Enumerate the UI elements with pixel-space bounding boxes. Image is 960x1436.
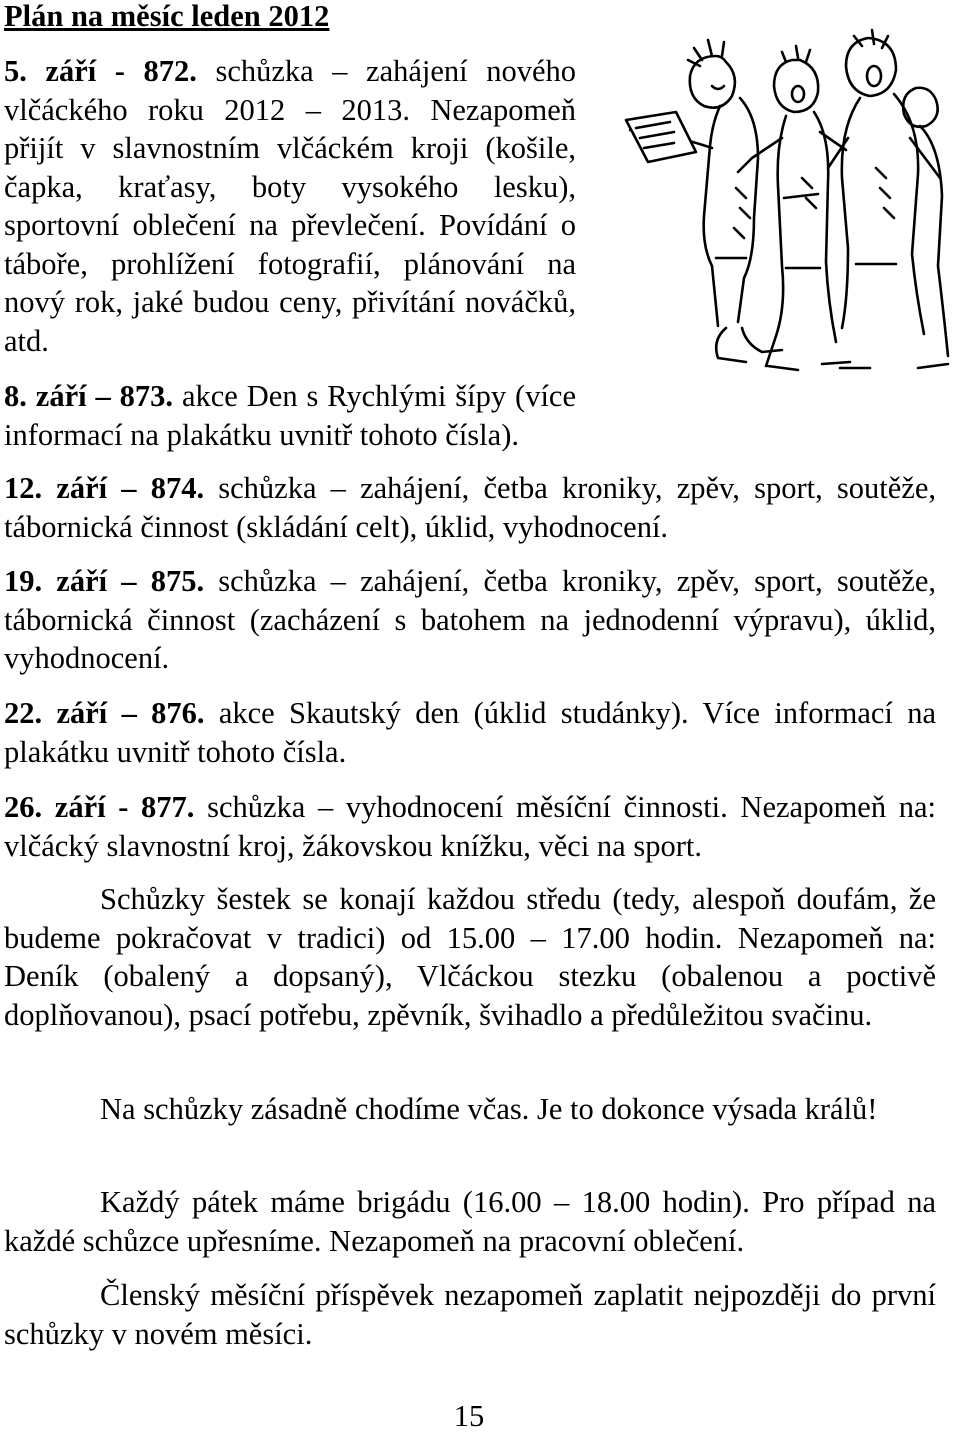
paragraph-on-time: Na schůzky zásadně chodíme včas. Je to dokonce výsada králů! xyxy=(100,1092,878,1126)
entry-873 xyxy=(4,377,576,454)
entry-text: akce Den s Rychlými šípy (více informací na plakátku uvnitř tohoto čísla). xyxy=(4,379,576,452)
entry-text: akce Skautský den (úklid studánky). Více informací na plakátku uvnitř tohoto čísla. xyxy=(4,696,936,769)
entry-text: schůzka – zahájení, četba kroniky, zpěv, sport, soutěže, tábornická činnost (zacházení s batohem na jednodenní výpravu), úklid, vyhodnocení. xyxy=(4,564,936,675)
entry-date: 19. září – 875. xyxy=(4,564,205,598)
entry-date: 26. září - 877. xyxy=(4,790,195,824)
entry-872 xyxy=(4,52,576,360)
entry-875 xyxy=(4,562,936,678)
entry-876 xyxy=(4,694,936,771)
entry-874 xyxy=(4,469,936,546)
entry-date: 5. září - 872. xyxy=(4,54,197,88)
page-number: 15 xyxy=(453,1399,485,1433)
entry-text: schůzka – zahájení nového vlčáckého roku 2012 – 2013. Nezapomeň přijít v slavnostním vlčáckém kroji (košile, čapka, kraťasy, boty vysokého lesku), sportovní oblečení na převlečení. Povídání o táboře, prohlížení fotografií, plánování na nový rok, jaké budou ceny, přivítání nováčků, atd. xyxy=(4,54,576,358)
entry-date: 22. září – 876. xyxy=(4,696,205,730)
singing-boys-illustration xyxy=(616,28,956,384)
entry-date: 12. září – 874. xyxy=(4,471,205,505)
entry-text: schůzka – zahájení, četba kroniky, zpěv, sport, soutěže, tábornická činnost (skládání celt), úklid, vyhodnocení. xyxy=(4,471,936,544)
entry-877 xyxy=(4,788,936,865)
paragraph-brigade: Každý pátek máme brigádu (16.00 – 18.00 hodin). Pro případ na každé schůzce upřesníme. Nezapomeň na pracovní oblečení. xyxy=(4,1185,936,1258)
paragraph-fee: Členský měsíční příspěvek nezapomeň zaplatit nejpozději do první schůzky v novém měsíci. xyxy=(4,1278,936,1351)
entry-date: 8. září – 873. xyxy=(4,379,174,413)
paragraph-meetings: Schůzky šestek se konají každou středu (tedy, alespoň doufám, že budeme pokračovat v tradici) od 15.00 – 17.00 hodin. Nezapomeň na: Deník (obalený a dopsaný), Vlčáckou stezku (obalenou a poctivě doplňovanou), psací potřebu, zpěvník, švihadlo a předůležitou svačinu. xyxy=(4,882,936,1032)
entry-text: schůzka – vyhodnocení měsíční činnosti. Nezapomeň na: vlčácký slavnostní kroj, žákovskou knížku, věci na sport. xyxy=(4,790,936,863)
page-title: Plán na měsíc leden 2012 xyxy=(4,0,330,33)
